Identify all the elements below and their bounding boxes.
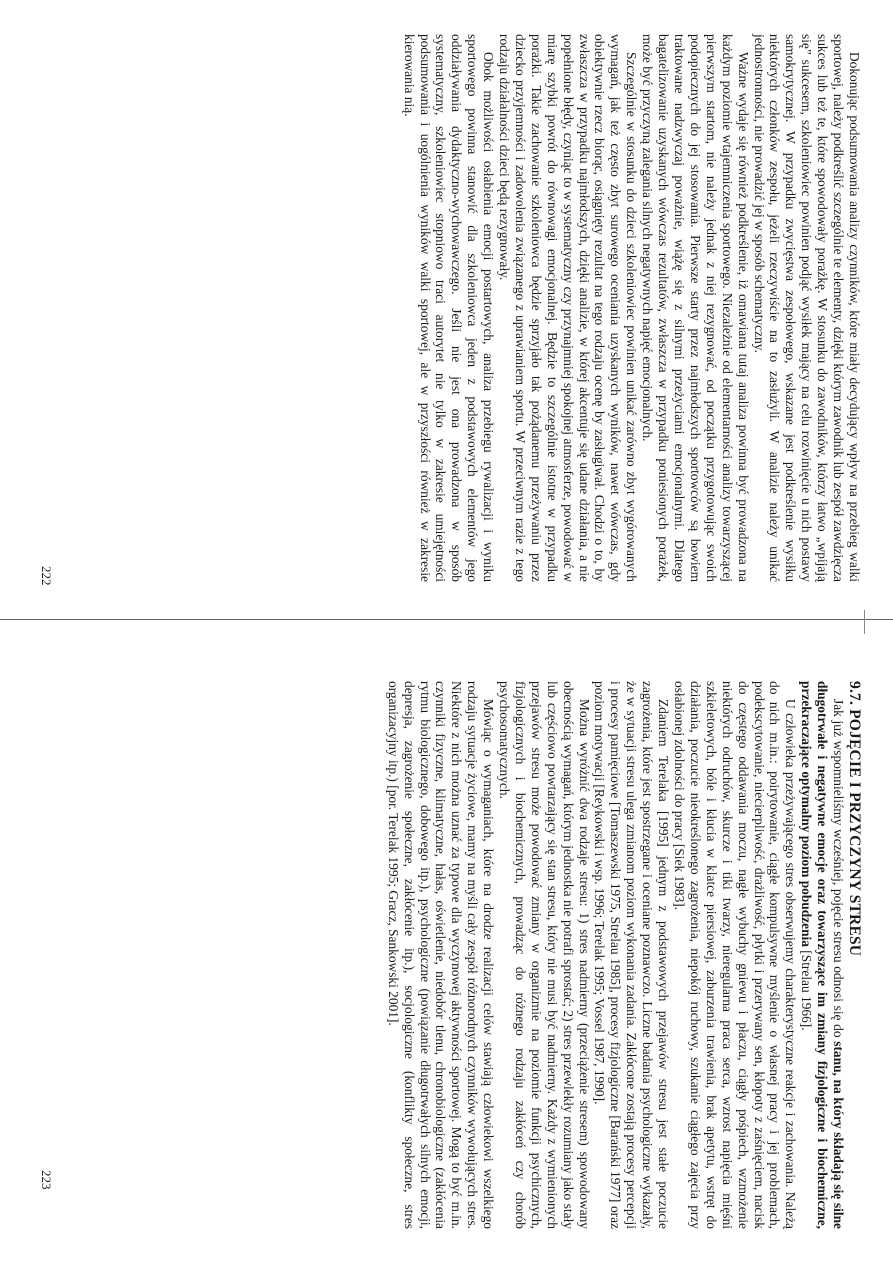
paragraph: Można wyróżnić dwa rodzaje stresu: 1) stres nadmierny (przeciążenie stresem) spowodowany obecnością wymagań, którym jednostka nie potrafi sprostać; 2) stres przewlekły rozumiany jako stały lub częściowo powtarzający się stan stresu, który nie musi być nadmierny. Każdy z wymienionych przejawów stresu może powodować zmiany w organizmie na poziomie funkcji psychicznych, fizjologicznych i biochemicznych, prowadząc do różnego rodzaju zakłóceń czy chorób psychosomatycznych. xyxy=(497,681,592,1229)
paragraph: Szczególnie w stosunku do dzieci szkoleniowiec powinien unikać zarówno zbyt wygórowanych wymagań, jak też często zbyt surowego oceniania uzyskanych wyników, nawet wówczas, gdy obiektywnie rzecz biorąc, osiągnięty rezultat na tego rodzaju ocenę by zasługiwał. Chodzi o to, by zwłaszcza w przypadku najmłodszych, dzięki analizie, w której akcentuje się udane działania, a nie popełnione błędy, czyniąc to w systematyczny czy przynajmniej spokojnej atmosferze, powodować w miarę szybki powrót do równowagi emocjonalnej. Będzie to szczególnie istotne w przypadku porażki. Takie zachowanie szkoleniowca będzie sprzyjało tak pożądanemu przeżywaniu przez dziecko przyjemności i zadowolenia związanego z uprawianiem sportu. W przeciwnym razie z tego rodzaju działalności dzieci będą rezygnowały. xyxy=(497,34,640,582)
page-number: 222 xyxy=(39,566,54,586)
stress-definition: stanu, na który składają się silne długotrwałe i negatywne emocje oraz towarzyszące im zmiany fizjologiczne i biochemiczne, przekraczające optymalny poziom pobudzenia xyxy=(799,681,847,1229)
upper-page-text xyxy=(234,34,862,582)
paragraph: U człowieka przeżywającego stres obserwujemy charakterystyczne reakcje i zachowania. Należą do nich m.in.: poirytowanie, ciągłe kompulsywne myślenie o własnej pracy i jej problemach, podekscytowanie, niecierpliwość, drażliwość, płytki i przerywany sen, kłopoty z zaśnięciem, nacisk do częstego oddawania moczu, nagłe wybuchy gniewu i płaczu, ciągły pośpiech, wzmożenie niektórych odruchów, skurcze i tiki twarzy, nieregularna praca serca, wzrost napięcia mięśni szkieletowych, bóle i kłucia w klatce piersiowej, zaburzenia trawienia, brak apetytu, wstręt do działania, poczucie nieokreślonego zagrożenia, niepokój ruchowy, szukanie ciągłego zajęcia przy osłabionej zdolności do pracy [Siek 1983]. xyxy=(672,681,799,1229)
intro-text: Jak już wspomnieliśmy wcześniej, pojęcie stresu odnosi się do xyxy=(831,699,847,1042)
upper-page xyxy=(0,0,893,619)
paragraph: Zdaniem Terelaka [1995] jednym z podstawowych przejawów stresu jest stałe poczucie zagrożenia, które jest spostrzegane i oceniane poznawczo. Liczne badania psychologiczne wykazały, że w sytuacji stresu ulega zmianom poziom wykonania zadania. Zakłócone zostają procesy percepcji i procesy pamięciowe [Tomaszewski 1975, Strelau 1985], procesy fizjologiczne [Barański 1977] oraz poziom motywacji [Reykowski i wsp. 1996; Terelak 1995; Vossel 1987, 1990]. xyxy=(592,681,672,1229)
lower-page-text xyxy=(202,681,862,1229)
intro-paragraph xyxy=(798,681,846,1229)
lower-page xyxy=(0,619,893,1263)
paragraph: Dokonując podsumowania analizy czynników, które miały decydujący wpływ na przebieg walki sportowej, należy podkreślić szczególnie te elementy, dzięki którym zawodnik lub zespół zawdzięcza sukces lub też te, które spowodowały porażkę. W stosunku do zawodników, którzy łatwo „wpijają się” sukcesem, szkoleniowiec powinien podjąć wysiłek mający na celu rozwinięcie u nich postawy samokrytycznej. W przypadku zwycięstwa zespołowego, wskazane jest podkreślenie wysiłku niektórych członków zespołu, jeżeli rzeczywiście na to zasłużyli. W analizie należy unikać jednostronności, nie prowadzić jej w sposób schematyczny. xyxy=(751,34,862,582)
page-number: 223 xyxy=(39,1170,54,1190)
paragraph: Mówiąc o wymaganiach, które na drodze realizacji celów stawiają człowiekowi wszelkiego rodzaju sytuacje życiowe, mamy na myśli cały zespół różnorodnych czynników wywołujących stres. Niektóre z nich można uznać za typowe dla wyczynowej aktywności sportowej. Mogą to być m.in. czynniki fizyczne, klimatyczne, hałas, oświetlenie, niedobór tlenu, chronobiologiczne (zakłócenia rytmu biologicznego, dobowego itp.), psychologiczne (powiązanie długotrwałych silnych emocji, depresja, zagrożenie społeczne, zakłócenie itp.), socjologiczne (konflikty społeczne, stres organizacyjny itp.) [por. Terelak 1995; Gracz, Sankowski 2001]. xyxy=(385,681,497,1229)
intro-citation: [Strelau 1966]. xyxy=(799,946,815,1031)
section-heading: 9.7. POJĘCIE I PRZYCZYNY STRESU xyxy=(846,681,863,957)
paragraph: Ważne wydaje się również podkreślenie, iż omawiana tutaj analiza powinna być prowadzona na każdym poziomie wtajemniczenia sportowego. Niezależnie od elementarności analizy towarzyszącej pierwszym startom, nie należy jednak z niej rezygnować, od początku przygotowując swoich podopiecznych do jej stosowania. Pierwsze starty przez najmłodszych sportowców są bowiem traktowane nadzwyczaj poważnie, wiążę się z silnymi przeżyciami emocjonalnymi. Dlatego bagatelizowanie uzyskanych wówczas rezultatów, zwłaszcza w przypadku poniesionych porażek, może być przyczyną zalegania silnych negatywnych napięć emocjonalnych. xyxy=(640,34,751,582)
paragraph: Obok możliwości osłabienia emocji postartowych, analiza przebiegu rywalizacji i wyniku sportowego powinna stanowić dla szkoleniowca jeden z podstawowych elementów jego oddziaływania dydaktyczno-wychowawczego. Jeśli nie jest ona prowadzona w sposób systematyczny, szkoleniowiec stopniowo traci autorytet nie tylko w zakresie umiejętności podsumowania i uogólnienia wyników walki sportowej, ale w przyszłości również w zakresie kierowania nią. xyxy=(401,34,497,582)
